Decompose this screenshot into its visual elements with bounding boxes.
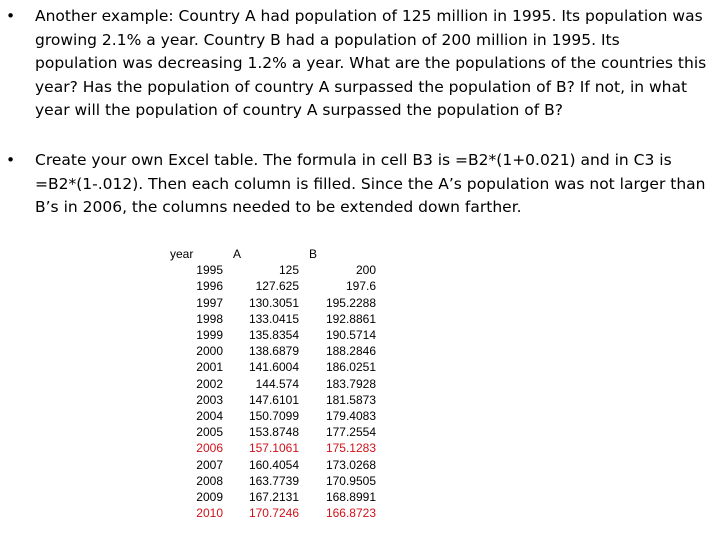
population-b-cell: 177.2554 — [325, 425, 376, 440]
table-row — [165, 440, 376, 456]
population-table — [165, 246, 376, 521]
population-a-cell: 150.7099 — [248, 409, 299, 424]
year-cell: 2000 — [196, 344, 223, 359]
table-row — [165, 457, 376, 473]
population-a-cell: 133.0415 — [248, 311, 299, 326]
population-a-cell: 141.6004 — [248, 360, 299, 375]
table-row — [165, 278, 376, 294]
year-cell: 2002 — [196, 376, 223, 391]
table-row — [165, 505, 376, 521]
year-cell: 2009 — [196, 490, 223, 505]
year-cell: 1996 — [196, 279, 223, 294]
population-b-cell: 179.4083 — [325, 409, 376, 424]
population-a-cell: 130.3051 — [248, 295, 299, 310]
population-b-cell: 173.0268 — [325, 457, 376, 472]
year-cell: 2001 — [196, 360, 223, 375]
table-row — [165, 295, 376, 311]
year-cell: 2005 — [196, 425, 223, 440]
population-a-cell: 160.4054 — [248, 457, 299, 472]
header-year: year — [170, 247, 194, 261]
year-cell: 2007 — [196, 457, 223, 472]
year-cell: 2003 — [196, 392, 223, 407]
table-body — [165, 262, 376, 521]
population-b-cell: 200 — [355, 263, 376, 278]
table-row — [165, 489, 376, 505]
population-b-cell: 183.7928 — [325, 376, 376, 391]
table-row — [165, 311, 376, 327]
bullet-text: Another example: Country A had population of 125 million in 1995. Its population was growing 2.1% a year. Country B had a population of 200 million in 1995. Its population was decreasing 1.2% a year. What are the populations of the countries this year? Has the population of country A surpassed the population of B? If not, in what year will the population of country A surpassed the population of B? — [35, 7, 707, 119]
population-b-cell: 197.6 — [345, 279, 376, 294]
year-cell: 2008 — [196, 473, 223, 488]
bullet-marker: • — [6, 7, 16, 25]
population-b-cell: 195.2288 — [325, 295, 376, 310]
population-b-cell: 170.9505 — [325, 473, 376, 488]
table-header-row — [165, 246, 376, 262]
population-a-cell: 135.8354 — [248, 328, 299, 343]
population-a-cell: 144.574 — [255, 376, 299, 391]
population-a-cell: 125 — [278, 263, 299, 278]
table-row — [165, 359, 376, 375]
population-a-cell: 147.6101 — [248, 392, 299, 407]
table-row — [165, 392, 376, 408]
bullet-marker: • — [6, 151, 16, 169]
population-a-cell: 167.2131 — [248, 490, 299, 505]
table-row — [165, 473, 376, 489]
header-b: B — [309, 247, 318, 261]
year-cell: 1995 — [196, 263, 223, 278]
population-a-cell: 157.1061 — [248, 441, 299, 456]
year-cell: 1999 — [196, 328, 223, 343]
population-b-cell: 181.5873 — [325, 392, 376, 407]
population-a-cell: 170.7246 — [248, 506, 299, 521]
year-cell: 1998 — [196, 311, 223, 326]
population-b-cell: 166.8723 — [325, 506, 376, 521]
population-b-cell: 190.5714 — [325, 328, 376, 343]
year-cell: 2004 — [196, 409, 223, 424]
population-a-cell: 127.625 — [255, 279, 299, 294]
table-row — [165, 343, 376, 359]
population-a-cell: 163.7739 — [248, 473, 299, 488]
table-row — [165, 376, 376, 392]
table-row — [165, 262, 376, 278]
table-row — [165, 327, 376, 343]
header-a: A — [233, 247, 242, 261]
year-cell: 2006 — [196, 441, 223, 456]
population-b-cell: 188.2846 — [325, 344, 376, 359]
population-a-cell: 138.6879 — [248, 344, 299, 359]
table-row — [165, 408, 376, 424]
population-b-cell: 168.8991 — [325, 490, 376, 505]
table-row — [165, 424, 376, 440]
population-b-cell: 175.1283 — [325, 441, 376, 456]
year-cell: 2010 — [196, 506, 223, 521]
population-b-cell: 186.0251 — [325, 360, 376, 375]
year-cell: 1997 — [196, 295, 223, 310]
population-a-cell: 153.8748 — [248, 425, 299, 440]
bullet-text: Create your own Excel table. The formula in cell B3 is =B2*(1+0.021) and in C3 is =B2*(1-.012). Then each column is filled. Since the A’s population was not larger than B’s in 2006, the columns needed to be extended down farther. — [35, 151, 706, 216]
population-b-cell: 192.8861 — [325, 311, 376, 326]
